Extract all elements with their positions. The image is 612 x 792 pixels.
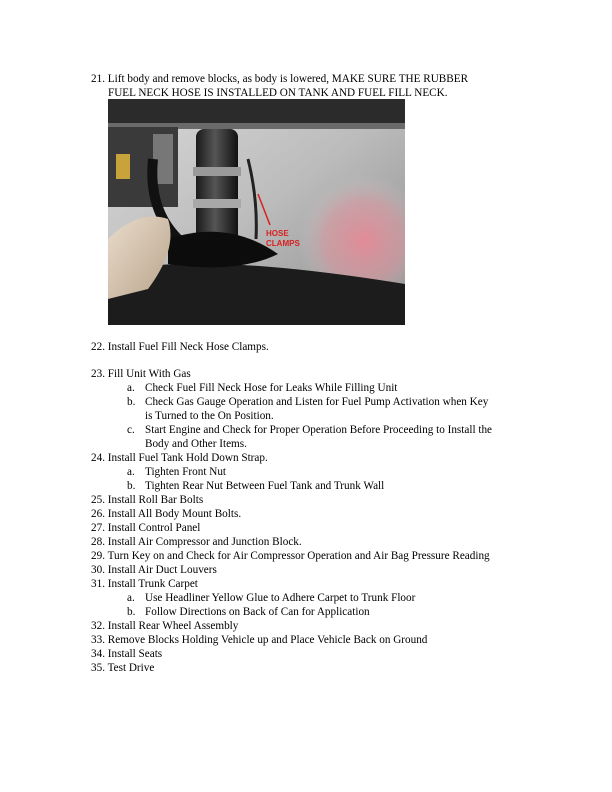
step-22: 22. Install Fuel Fill Neck Hose Clamps. xyxy=(91,341,269,353)
photo-hose-clamp-lower xyxy=(193,199,241,208)
step-23-b-text-line-1: Check Gas Gauge Operation and Listen for Fuel Pump Activation when Key xyxy=(145,396,489,408)
step-33: 33. Remove Blocks Holding Vehicle up and Place Vehicle Back on Ground xyxy=(91,634,428,646)
step-34: 34. Install Seats xyxy=(91,648,163,660)
step-29: 29. Turn Key on and Check for Air Compressor Operation and Air Bag Pressure Reading xyxy=(91,550,490,562)
photo-pink-reflection xyxy=(258,139,405,289)
step-24-a-text: Tighten Front Nut xyxy=(145,466,227,478)
step-31-a-text: Use Headliner Yellow Glue to Adhere Carpet to Trunk Floor xyxy=(145,592,416,604)
step-24-title: 24. Install Fuel Tank Hold Down Strap. xyxy=(91,452,268,464)
step-25: 25. Install Roll Bar Bolts xyxy=(91,494,204,506)
step-31-b-text: Follow Directions on Back of Can for Application xyxy=(145,606,370,618)
step-24-b-marker: b. xyxy=(127,480,136,492)
hose-clamps-label-line-2: CLAMPS xyxy=(266,239,300,248)
step-23-b-marker: b. xyxy=(127,396,136,408)
step-23-c-text-line-2: Body and Other Items. xyxy=(145,438,247,450)
fuel-neck-hose-photo-graphic xyxy=(108,99,405,325)
step-23-c-text-line-1: Start Engine and Check for Proper Operation Before Proceeding to Install the xyxy=(145,424,493,436)
step-26: 26. Install All Body Mount Bolts. xyxy=(91,508,242,520)
step-32: 32. Install Rear Wheel Assembly xyxy=(91,620,239,632)
step-27: 27. Install Control Panel xyxy=(91,522,201,534)
step-23-a-text: Check Fuel Fill Neck Hose for Leaks While Filling Unit xyxy=(145,382,398,394)
photo-brass-fitting xyxy=(116,154,130,179)
step-35: 35. Test Drive xyxy=(91,662,155,674)
step-31-b-marker: b. xyxy=(127,606,136,618)
hose-clamps-label-line-1: HOSE xyxy=(266,229,289,238)
photo-hose-clamp-upper xyxy=(193,167,241,176)
step-23-a-marker: a. xyxy=(127,382,135,394)
step-24-a-marker: a. xyxy=(127,466,135,478)
step-23-title: 23. Fill Unit With Gas xyxy=(91,368,191,380)
step-24-b-text: Tighten Rear Nut Between Fuel Tank and Trunk Wall xyxy=(145,480,385,492)
step-30: 30. Install Air Duct Louvers xyxy=(91,564,217,576)
step-21-line-1: 21. Lift body and remove blocks, as body is lowered, MAKE SURE THE RUBBER xyxy=(91,73,469,85)
step-21-line-2: FUEL NECK HOSE IS INSTALLED ON TANK AND FUEL FILL NECK. xyxy=(108,87,448,99)
step-28: 28. Install Air Compressor and Junction Block. xyxy=(91,536,302,548)
fuel-neck-hose-photo xyxy=(108,99,405,325)
step-23-b-text-line-2: is Turned to the On Position. xyxy=(145,410,274,422)
step-23-c-marker: c. xyxy=(127,424,135,436)
step-31-a-marker: a. xyxy=(127,592,135,604)
photo-rubber-hose xyxy=(196,129,238,249)
step-31-title: 31. Install Trunk Carpet xyxy=(91,578,198,590)
